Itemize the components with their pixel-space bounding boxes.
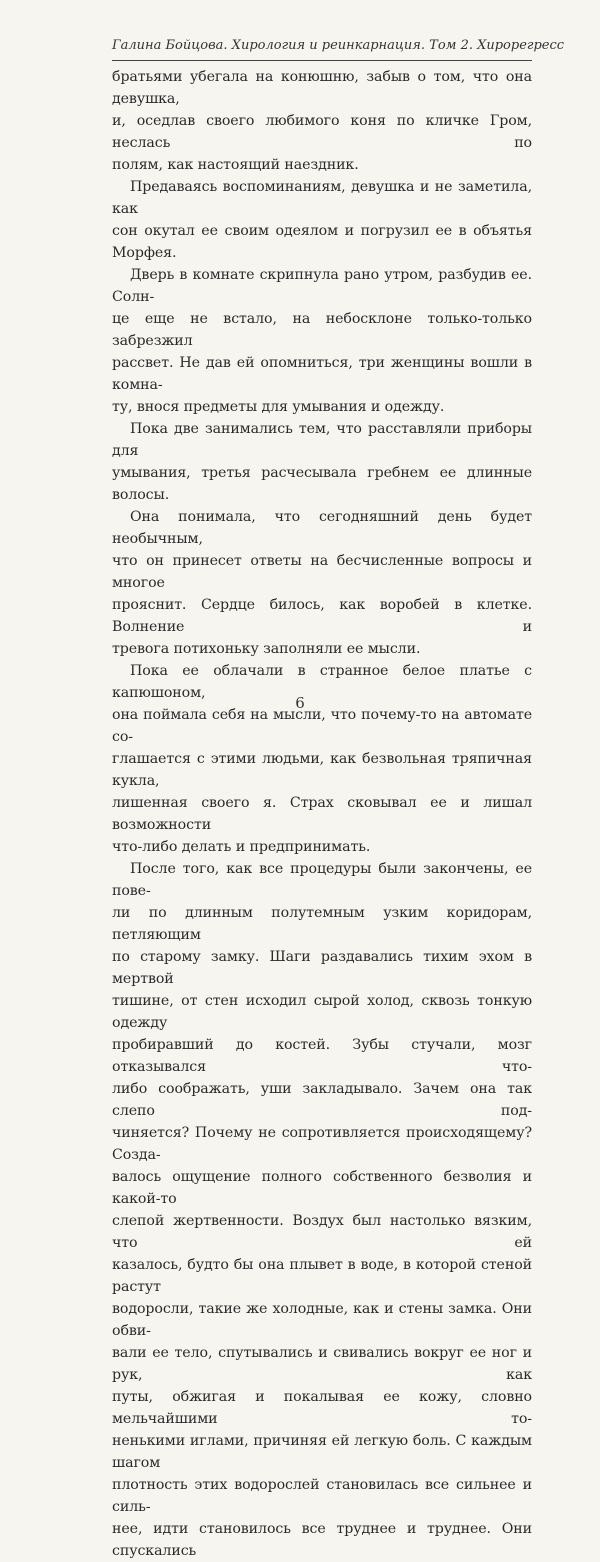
paragraph	[112, 176, 532, 264]
text-line: тишине, от стен исходил сырой холод, сквозь тонкую одежду	[112, 993, 532, 1031]
text-line: лишенная своего я. Страх сковывал ее и лишал возможности	[112, 795, 532, 833]
text-line: что он принесет ответы на бесчисленные вопросы и многое	[112, 553, 532, 591]
text-line: казалось, будто бы она плывет в воде, в которой стеной растут	[112, 1257, 532, 1295]
header-rule	[112, 60, 532, 61]
paragraph	[112, 506, 532, 660]
running-head: Галина Бойцова. Хирология и реинкарнация. Том 2. Хирорегресс	[112, 38, 565, 53]
text-line: пробиравший до костей. Зубы стучали, мозг отказывался что-	[112, 1037, 532, 1075]
body-text	[112, 66, 532, 1562]
text-line: Пока ее облачали в странное белое платье с капюшоном,	[112, 663, 532, 701]
text-line: ненькими иглами, причиняя ей легкую боль. С каждым шагом	[112, 1433, 532, 1471]
text-line: братьями убегала на конюшню, забыв о том, что она девушка,	[112, 69, 532, 107]
text-line: умывания, третья расчесывала гребнем ее длинные волосы.	[112, 465, 532, 503]
text-line: слепой жертвенности. Воздух был настолько вязким, что ей	[112, 1213, 532, 1251]
text-line: вали ее тело, спутывались и свивались вокруг ее ног и рук, как	[112, 1345, 532, 1383]
text-line: Она понимала, что сегодняшний день будет необычным,	[112, 509, 532, 547]
text-line: полям, как настоящий наездник.	[112, 157, 359, 173]
paragraph	[112, 660, 532, 858]
paragraph	[112, 66, 532, 176]
text-line: прояснит. Сердце билось, как воробей в клетке. Волнение и	[112, 597, 532, 635]
text-line: це еще не встало, на небосклоне только-только забрезжил	[112, 311, 532, 349]
text-line: либо соображать, уши закладывало. Зачем она так слепо под-	[112, 1081, 532, 1119]
paragraph	[112, 264, 532, 418]
text-line: она поймала себя на мысли, что почему-то на автомате со-	[112, 707, 532, 745]
text-line: рассвет. Не дав ей опомниться, три женщины вошли в комна-	[112, 355, 532, 393]
text-line: глашается с этими людьми, как безвольная тряпичная кукла,	[112, 751, 532, 789]
text-line: Пока две занимались тем, что расставляли приборы для	[112, 421, 532, 459]
paragraph	[112, 858, 532, 1562]
text-line: тревога потихоньку заполняли ее мысли.	[112, 641, 421, 657]
text-line: Дверь в комнате скрипнула рано утром, разбудив ее. Солн-	[112, 267, 532, 305]
text-line: чиняется? Почему не сопротивляется происходящему? Созда-	[112, 1125, 532, 1163]
page-number: 6	[295, 694, 305, 712]
text-line: что-либо делать и предпринимать.	[112, 839, 371, 855]
text-line: плотность этих водорослей становилась все сильнее и силь-	[112, 1477, 532, 1515]
text-line: нее, идти становилось все труднее и труднее. Они спускались	[112, 1521, 532, 1559]
text-line: ли по длинным полутемным узким коридорам, петляющим	[112, 905, 532, 943]
text-line: путы, обжигая и покалывая ее кожу, словно мельчайшими то-	[112, 1389, 532, 1427]
text-line: водоросли, такие же холодные, как и стены замка. Они обви-	[112, 1301, 532, 1339]
text-line: валось ощущение полного собственного безволия и какой-то	[112, 1169, 532, 1207]
text-line: Предаваясь воспоминаниям, девушка и не заметила, как	[112, 179, 532, 217]
text-line: сон окутал ее своим одеялом и погрузил ее в объятья Морфея.	[112, 223, 532, 261]
text-line: После того, как все процедуры были закончены, ее пове-	[112, 861, 532, 899]
text-line: и, оседлав своего любимого коня по кличке Гром, неслась по	[112, 113, 532, 151]
text-line: по старому замку. Шаги раздавались тихим эхом в мертвой	[112, 949, 532, 987]
paragraph	[112, 418, 532, 506]
text-line: ту, внося предметы для умывания и одежду.	[112, 399, 445, 415]
